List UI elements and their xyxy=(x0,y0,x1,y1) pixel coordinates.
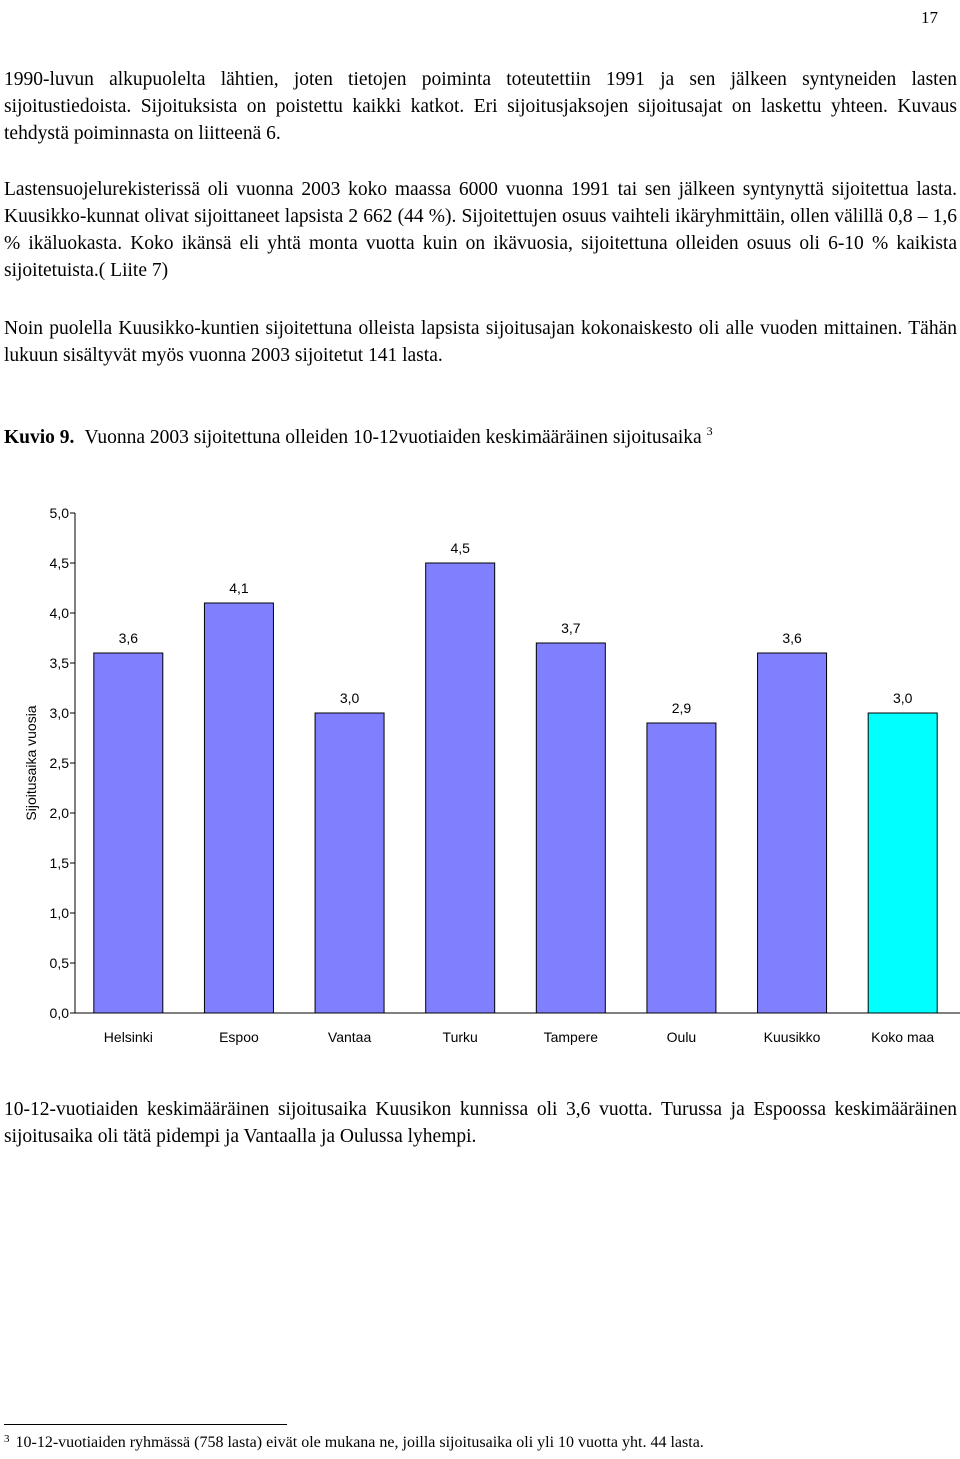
bar-espoo xyxy=(204,603,273,1013)
page-number: 17 xyxy=(921,8,938,27)
bar-value-label: 3,0 xyxy=(339,690,360,706)
bar-vantaa xyxy=(315,713,384,1013)
bar-value-label: 3,6 xyxy=(782,630,802,646)
paragraph-intro: 1990-luvun alkupuolelta lähtien, joten tietojen poiminta toteutettiin 1991 ja sen jälkeen syntyneiden lasten sijoitustiedoista. Sijoituksista on poistettu kaikki katkot. Eri sijoitusjaksojen sijoitusajat on laskettu yhteen. Kuvaus tehdystä poiminnasta on liitteenä 6. xyxy=(4,69,957,144)
x-tick-label: Tampere xyxy=(543,1029,599,1045)
figure-label: Kuvio 9. xyxy=(4,427,75,448)
y-tick-label: 4,5 xyxy=(49,555,69,571)
x-tick-label: Koko maa xyxy=(871,1029,935,1045)
bar-kuusikko xyxy=(758,653,827,1013)
y-tick-label: 3,5 xyxy=(49,655,69,671)
bar-value-label: 4,1 xyxy=(229,580,249,596)
bar-value-label: 3,6 xyxy=(118,630,139,646)
y-axis-title: Sijoitusaika vuosia xyxy=(23,705,39,821)
y-tick-label: 3,0 xyxy=(49,705,69,721)
paragraph-register: Lastensuojelurekisterissä oli vuonna 2003 koko maassa 6000 vuonna 1991 tai sen jälkeen syntynyttä sijoitettua lasta. Kuusikko-kunnat olivat sijoittaneet lapsista 2 662 (44 %). Sijoitettujen osuus vaihteli ikäryhmittäin, ollen välillä 0,8 – 1,6 % ikäluokasta. Koko ikänsä eli yhtä monta vuotta kuin on ikävuosia, sijoitettuna olleiden osuus oli 6-10 % kaikista sijoitetuista.( Liite 7) xyxy=(4,179,957,281)
bar-oulu xyxy=(647,723,716,1013)
bar-helsinki xyxy=(94,653,163,1013)
footnote-divider xyxy=(4,1424,287,1425)
bar-value-label: 3,0 xyxy=(892,690,913,706)
bar-tampere xyxy=(536,643,605,1013)
y-tick-label: 2,0 xyxy=(49,805,69,821)
figure-caption xyxy=(4,424,957,451)
y-tick-label: 2,5 xyxy=(49,755,69,771)
footnote-reference: 3 xyxy=(706,424,713,438)
y-tick-label: 0,5 xyxy=(49,955,69,971)
x-tick-label: Espoo xyxy=(219,1029,259,1045)
footnote xyxy=(4,1432,957,1454)
y-tick-label: 5,0 xyxy=(49,505,69,521)
paragraph-duration: Noin puolella Kuusikko-kuntien sijoitettuna olleista lapsista sijoitusajan kokonaiskesto oli alle vuoden mittainen. Tähän lukuun sisältyvät myös vuonna 2003 sijoitetut 141 lasta. xyxy=(4,318,957,366)
bar-turku xyxy=(426,563,495,1013)
bar-value-label: 2,9 xyxy=(671,700,692,716)
x-tick-label: Helsinki xyxy=(103,1029,153,1045)
x-tick-label: Vantaa xyxy=(327,1029,372,1045)
paragraph-summary: 10-12-vuotiaiden keskimääräinen sijoitusaika Kuusikon kunnissa oli 3,6 vuotta. Turussa ja Espoossa keskimääräinen sijoitusaika oli tätä pidempi ja Vantaalla ja Oulussa lyhempi. xyxy=(4,1099,957,1147)
footnote-number: 3 xyxy=(4,1433,10,1445)
y-tick-label: 1,5 xyxy=(49,855,69,871)
footnote-text: 10-12-vuotiaiden ryhmässä (758 lasta) eivät ole mukana ne, joilla sijoitusaika oli yli 10 vuotta yht. 44 lasta. xyxy=(15,1434,704,1451)
y-tick-label: 0,0 xyxy=(49,1005,69,1021)
bar-value-label: 4,5 xyxy=(450,540,470,556)
y-tick-label: 4,0 xyxy=(49,605,69,621)
x-tick-label: Turku xyxy=(442,1029,478,1045)
bar-value-label: 3,7 xyxy=(561,620,581,636)
bar-chart xyxy=(0,490,960,1060)
x-tick-label: Oulu xyxy=(666,1029,697,1045)
figure-title: Vuonna 2003 sijoitettuna olleiden 10-12vuotiaiden keskimääräinen sijoitusaika xyxy=(84,427,702,448)
y-tick-label: 1,0 xyxy=(49,905,69,921)
x-tick-label: Kuusikko xyxy=(763,1029,821,1045)
bar-koko-maa xyxy=(868,713,937,1013)
